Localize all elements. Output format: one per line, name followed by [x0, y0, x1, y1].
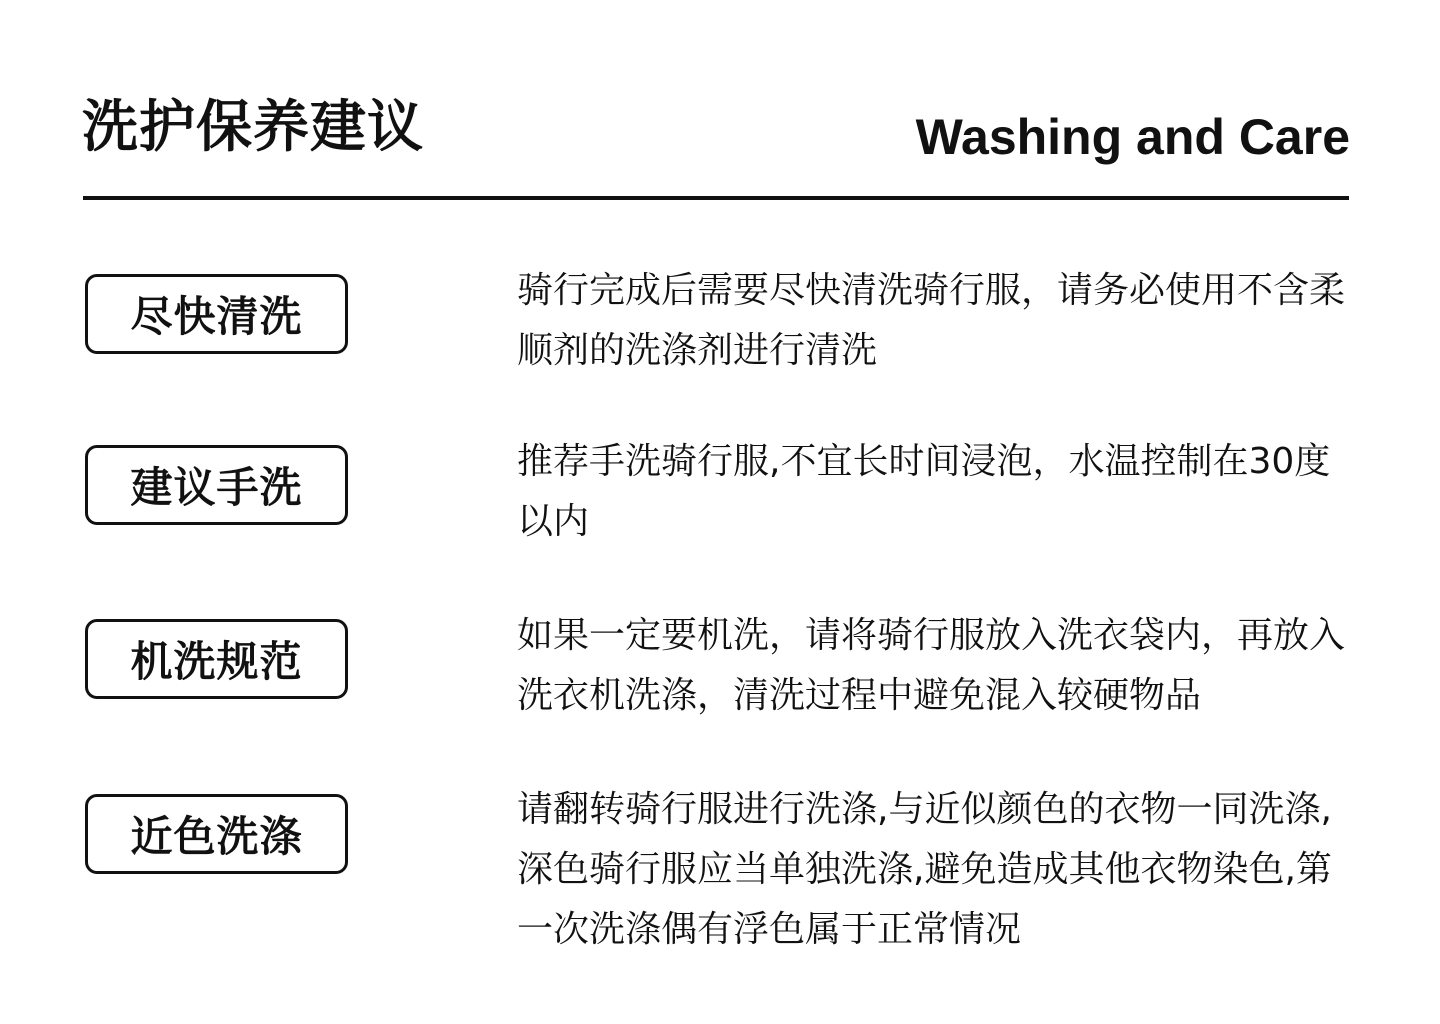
care-item-label: 近色洗涤 — [85, 794, 348, 874]
care-item-description: 请翻转骑行服进行洗涤,与近似颜色的衣物一同洗涤,深色骑行服应当单独洗涤,避免造成其他衣物染色,第一次洗涤偶有浮色属于正常情况 — [517, 789, 1332, 950]
header-divider — [83, 196, 1349, 200]
care-item-description: 如果一定要机洗，请将骑行服放入洗衣袋内，再放入洗衣机洗涤，清洗过程中避免混入较硬物品 — [517, 615, 1346, 716]
page-title-chinese: 洗护保养建议 — [82, 95, 424, 160]
care-item-label: 建议手洗 — [85, 445, 348, 525]
care-item-description: 骑行完成后需要尽快清洗骑行服，请务必使用不含柔顺剂的洗涤剂进行清洗 — [517, 270, 1346, 371]
page-title-english: Washing and Care — [915, 109, 1350, 165]
care-item-description: 推荐手洗骑行服,不宜长时间浸泡，水温控制在30度以内 — [517, 441, 1331, 542]
care-item-label: 尽快清洗 — [85, 274, 348, 354]
care-item-label: 机洗规范 — [85, 619, 348, 699]
